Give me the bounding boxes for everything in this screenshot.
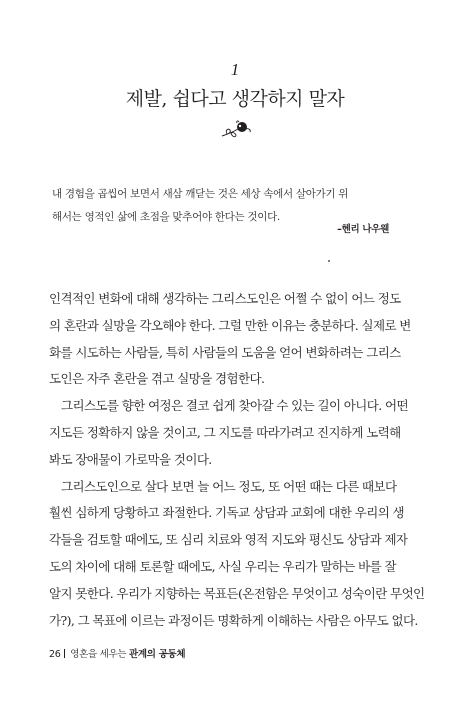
body-line: 가?), 그 목표에 이르는 과정이든 명확하게 이해하는 사람은 아무도 없다.: [49, 612, 418, 628]
chapter-title: 제발, 쉽다고 생각하지 말자: [125, 88, 345, 110]
epigraph-source: –헨리 나우웬: [337, 224, 389, 235]
epigraph-line: 해서는 영적인 삶에 초점을 맞추어야 한다는 것이다.: [52, 211, 280, 223]
body-line: 알지 못한다. 우리가 지향하는 목표든(온전함은 무엇이고 성숙이란 무엇인: [49, 585, 425, 601]
book-title-bold: 관계의 공동체: [128, 649, 186, 660]
footer-separator: [64, 649, 65, 658]
epigraph-line: 내 경험을 곱씹어 보면서 새삼 깨닫는 것은 세상 속에서 살아가기 위: [52, 188, 349, 200]
body-line: 봐도 장애물이 가로막을 것이다.: [49, 451, 212, 467]
body-line: 그리스도인으로 살다 보면 늘 어느 정도, 또 어떤 때는 다른 때보다: [61, 478, 397, 494]
page-footer: [49, 646, 185, 660]
chapter-number: 1: [230, 60, 240, 79]
body-line: 그리스도를 향한 여정은 결코 쉽게 찾아갈 수 있는 길이 아니다. 어떤: [61, 398, 408, 414]
body-line: 인격적인 변화에 대해 생각하는 그리스도인은 어쩔 수 없이 어느 정도: [49, 291, 401, 306]
page-number: 26: [49, 649, 61, 660]
body-text: [49, 286, 429, 634]
body-line: 각들을 검토할 때에도, 또 심리 치료와 영적 지도와 평신도 상담과 제자: [49, 532, 408, 548]
body-line: 도인은 자주 혼란을 겪고 실망을 경험한다.: [49, 371, 265, 387]
flower-ornament-icon: [219, 119, 253, 141]
body-line: 도의 차이에 대해 토론할 때에도, 사실 우리는 우리가 말하는 바를 잘: [49, 558, 396, 574]
body-line: 지도든 정확하지 않을 것이고, 그 지도를 따라가려고 진지하게 노력해: [49, 424, 401, 440]
body-line: 훨씬 심하게 당황하고 좌절한다. 기독교 상담과 교회에 대한 우리의 생: [49, 505, 405, 521]
body-line: 의 혼란과 실망을 각오해야 한다. 그럴 만한 이유는 충분하다. 실제로 변: [49, 317, 411, 333]
print-speck: [328, 260, 330, 262]
book-title-plain: 영혼을 세우는: [70, 649, 127, 660]
body-line: 화를 시도하는 사람들, 특히 사람들의 도움을 얻어 변화하려는 그리스: [49, 344, 401, 360]
